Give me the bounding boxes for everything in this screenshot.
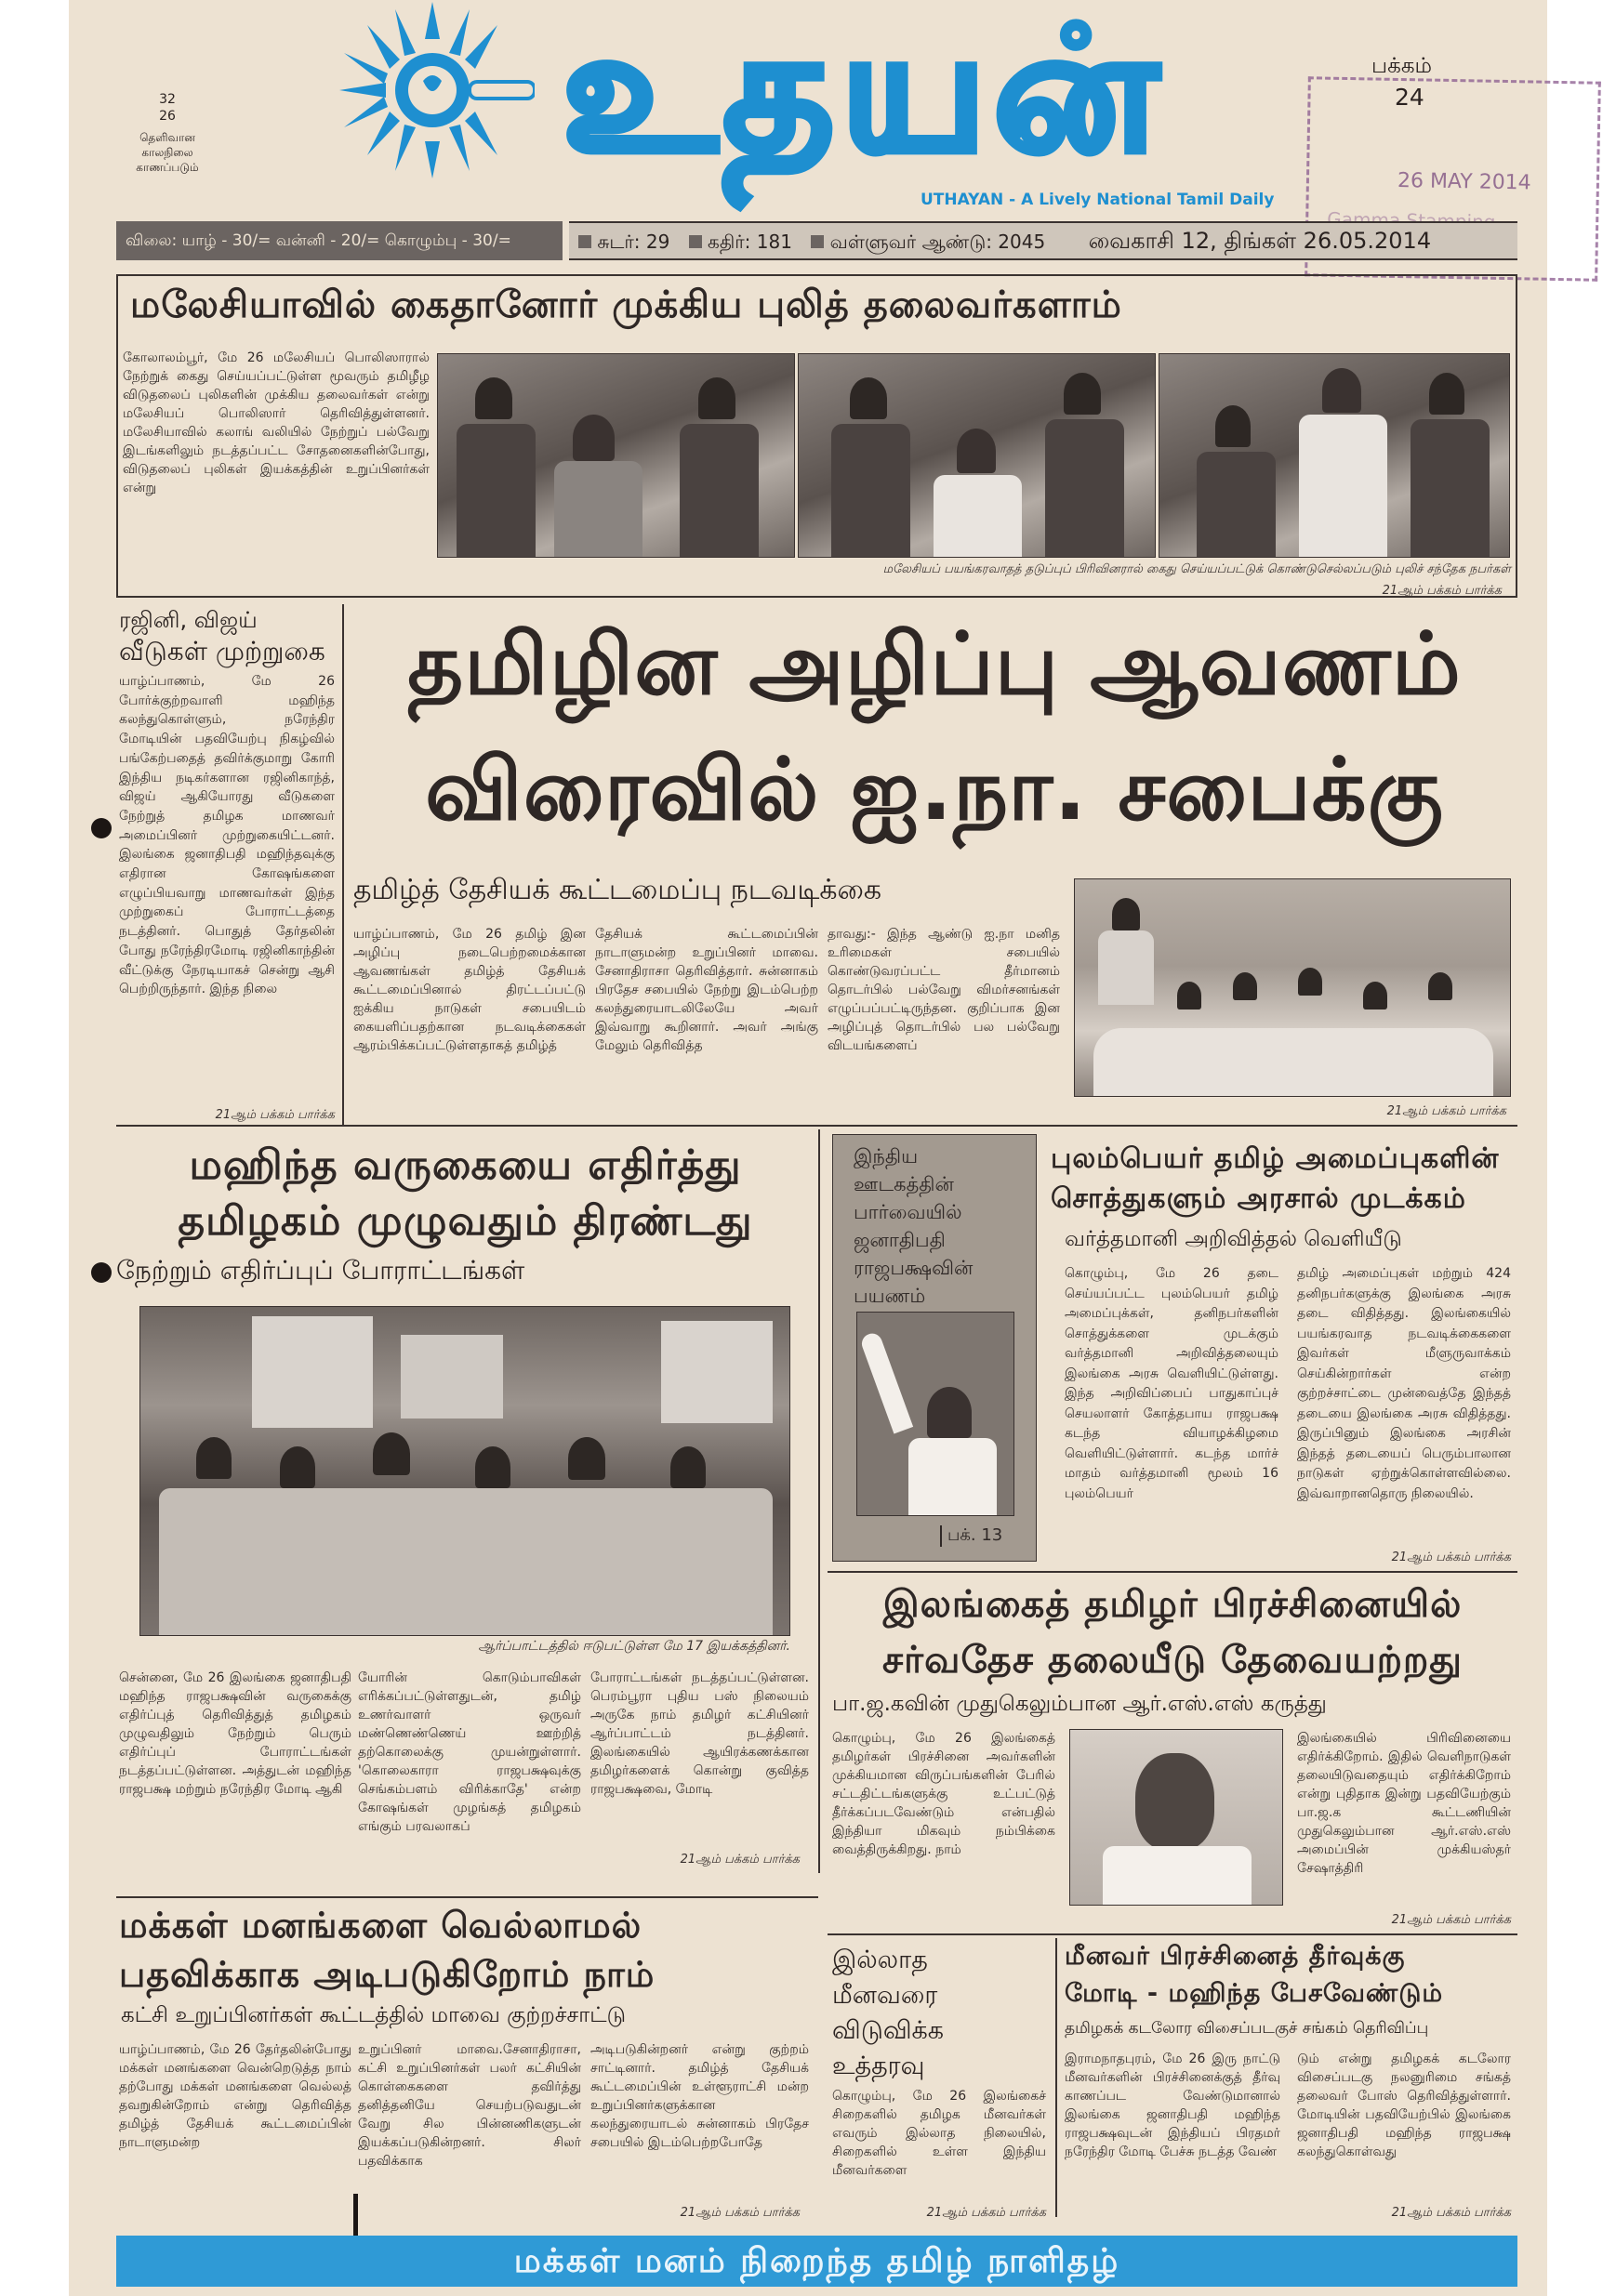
release-continued: 21ஆம் பக்கம் பார்க்க	[926, 2206, 1046, 2220]
masthead-logo: உதயன்	[563, 0, 1166, 189]
column-divider	[1055, 1938, 1057, 2217]
rajini-body: யாழ்ப்பாணம், மே 26 போர்க்குற்றவாளி மஹிந்த கலந்துகொள்ளும், நரேந்திர மோடியின் பதவியேற்பு நிகழ்வில் பங்கேற்பதைத் தவிர்க்குமாறு கோரி இந்திய நடிகர்களான ரஜினிகாந்த், விஜய் ஆகியோரது வீடுகளை நேற்றுத் தமிழக மாணவர் அமைப்பினர் முற்றுகையிட்டனர். இலங்கை ஜனாதிபதி மஹிந்தவுக்கு எதிரான கோஷங்களை எழுப்பியவாறு மாணவர்கள் இந்த முற்றுகைப் போராட்டத்தை நடத்தினர். பொதுத் தேர்தலின் போது நரேந்திரமோடி ரஜினிகாந்தின் வீட்டுக்கு நேரடியாகச் சென்று ஆசி பெற்றிருந்தார். இந்த நிலை	[119, 674, 335, 997]
column-divider	[342, 604, 344, 1125]
lead-headline-2: விரைவில் ஐ.நா. சபைக்கு	[425, 740, 1444, 839]
people-subhead: கட்சி உறுப்பினர்கள் கூட்டத்தில் மாவை குற்றச்சாட்டு	[121, 2003, 627, 2027]
weather-label	[121, 130, 214, 175]
india-media-text: இந்திய ஊடகத்தின் பார்வையில் ஜனாதிபதி ராஜபக்ஷவின் பயணம்	[854, 1145, 974, 1307]
meeting-photo	[1074, 878, 1511, 1097]
modi-subhead: நேற்றும் எதிர்ப்புப் போராட்டங்கள்	[116, 1255, 525, 1286]
weather-line-3: காணப்படும்	[136, 161, 199, 174]
diaspora-subhead: வர்த்தமானி அறிவித்தல் வெளியீடு	[1065, 1227, 1402, 1251]
release-headline-line-1: இல்லாத	[832, 1946, 928, 1974]
footer-banner	[116, 2236, 1517, 2287]
release-body: கொழும்பு, மே 26 இலங்கைச் சிறைகளில் தமிழக மீனவர்கள் எவரும் இல்லாத நிலையில், சிறைகளில் உள்ள இந்திய மீனவர்களை	[832, 2089, 1046, 2178]
india-page-ref: பக். 13	[940, 1525, 1002, 1547]
column-divider	[818, 1129, 820, 1873]
malaysia-continued: 21ஆம் பக்கம் பார்க்க	[1382, 584, 1502, 598]
lead-subhead: தமிழ்த் தேசியக் கூட்டமைப்பு நடவடிக்கை	[353, 874, 882, 906]
sun-logo-icon	[330, 2, 535, 178]
diaspora-headline-1: புலம்பெயர் தமிழ் அமைப்புகளின்	[1051, 1142, 1500, 1175]
bullet-icon	[689, 235, 702, 248]
issue-bar	[569, 221, 1517, 260]
modi-headline-2: தமிழகம் முழுவதும் திரண்டது	[178, 1197, 753, 1245]
people-col-1: யாழ்ப்பாணம், மே 26 தேர்தலின்போது மக்கள் மனங்களை வென்றெடுத்த நாம் தற்போது மக்கள் மனங்களை வெல்லத் தவறுகின்றோம் என்று தெரிவித்த தமிழ்த் தேசியக் கூட்டமைப்பின் நாடாளுமன்ற	[119, 2042, 351, 2150]
malaysia-body: கோலாலம்பூர், மே 26 மலேசியப் பொலிஸாரால் நேற்றுக் கைது செய்யப்பட்டுள்ள மூவரும் தமிழீழ விடுதலைப் புலிகளின் முக்கிய தலைவர்கள் என்று மலேசியப் பொலிஸார் தெரிவித்துள்ளனர். மலேசியாவில் கலாங் வலியில் நேற்றுப் பல்வேறு இடங்களிலும் நடத்தப்பட்ட சோதனைகளின்போது, விடுதலைப் புலிகள் இயக்கத்தின் உறுப்பினர்கள் என்று	[123, 350, 430, 495]
weather-line-2: காலநிலை	[141, 146, 193, 159]
people-headline-2: பதவிக்காக அடிபடுகிறோம் நாம்	[119, 1954, 656, 1995]
lead-col-1: யாழ்ப்பாணம், மே 26 தமிழ் இன அழிப்பு நடைபெற்றமைக்கான ஆவணங்கள் தமிழ்த் தேசியக் கூட்டமைப்பினால் திரட்டப்பட்டு ஐக்கிய நாடுகள் சபையிடம் கையளிப்பதற்கான நடவடிக்கைகள் ஆரம்பிக்கப்பட்டுள்ளதாகத் தமிழ்த்	[353, 927, 586, 1053]
release-headline-line-4: உத்தரவு	[832, 2052, 925, 2080]
fisher-col-2: டும் என்று தமிழகக் கடலோர விசைப்படகு நலனுரிமை சங்கத் தலைவர் போஸ் தெரிவித்துள்ளார். மோடியின் பதவியேற்பில் இலங்கை ஜனாதிபதி மஹிந்த ராஜபக்ஷ கலந்துகொள்வது	[1297, 2052, 1511, 2159]
people-col-3: அடிபடுகின்றனர் என்று குற்றம் சாட்டினார். தமிழ்த் தேசியக் கூட்டமைப்பின் உள்ளூராட்சி மன்ற உறுப்பினர்களுக்கான கலந்துரையாடல் சுன்னாகம் பிரதேச சபையில் இடம்பெற்றபோதே	[590, 2042, 809, 2150]
fisher-col-1: இராமநாதபுரம், மே 26 இரு நாட்டு மீனவர்களின் பிரச்சினைக்குத் தீர்வு காணப்பட வேண்டுமானால் இலங்கை ஜனாதிபதி மஹிந்த ராஜபக்ஷவுடன் இந்தியப் பிரதமர் நரேந்திர மோடி பேச்சு நடத்த வேண்	[1065, 2052, 1280, 2159]
people-headline-1: மக்கள் மனங்களை வெல்லாமல்	[119, 1905, 642, 1946]
modi-continued: 21ஆம் பக்கம் பார்க்க	[680, 1853, 800, 1867]
page-label: பக்கம்	[1371, 54, 1433, 78]
footer-slogan: மக்கள் மனம் நிறைந்த தமிழ் நாளிதழ்	[513, 2242, 1120, 2280]
protest-photo	[139, 1306, 790, 1636]
people-continued: 21ஆம் பக்கம் பார்க்க	[680, 2206, 800, 2220]
price-bar	[116, 221, 563, 260]
fisher-headline-1: மீனவர் பிரச்சினைத் தீர்வுக்கு	[1065, 1942, 1406, 1971]
bjp-col-2: இலங்கையில் பிரிவினையை எதிர்க்கிறோம். இதில் வெளிநாடுகள் தலையிடுவதையும் எதிர்க்கிறோம் என்று புதிதாக இன்று பதவியேற்கும் பா.ஜ.க கூட்டணியின் முதுகெலும்பான ஆர்.எஸ்.எஸ் அமைப்பின் முக்கியஸ்தர் சேஷாத்திரி	[1297, 1731, 1511, 1876]
diaspora-col-1: கொழும்பு, மே 26 தடை செய்யப்பட்ட புலம்பெயர் தமிழ் அமைப்புக்கள், தனிநபர்களின் சொத்துக்களை முடக்கும் வர்த்தமானி அறிவித்தலையும் இலங்கை அரசு வெளியிட்டுள்ளது. இந்த அறிவிப்பைப் பாதுகாப்புச் செயலாளர் கோத்தபாய ராஜபக்ஷ கடந்த வியாழக்கிழமை வெளியிட்டுள்ளார். கடந்த மார்ச் மாதம் வர்த்தமானி மூலம் 16 புலம்பெயர்	[1065, 1266, 1278, 1501]
protest-caption: ஆர்ப்பாட்டத்தில் ஈடுபட்டுள்ள மே 17 இயக்கத்தினர்.	[478, 1639, 790, 1654]
rss-official-photo	[1069, 1729, 1283, 1906]
modi-col-3: போராட்டங்கள் நடத்தப்பட்டுள்ளன. பெரம்பூரா புதிய பஸ் நிலையம் அருகே நாம் தமிழர் கட்சியினர் ஆர்ப்பாட்டம் நடத்தினர். இலங்கையில் ஆயிரக்கணக்கான தமிழர்களைக் கொன்று குவித்த ராஜபக்ஷவை, மோடி	[590, 1670, 809, 1797]
release-headline	[832, 1943, 1046, 2084]
rajini-headline-line-1: ரஜினி, விஜய்	[119, 607, 258, 633]
malaysia-photo-2	[798, 353, 1156, 558]
masthead-tagline: UTHAYAN - A Lively National Tamil Daily	[921, 191, 1275, 209]
issue-date: வைகாசி 12, திங்கள் 26.05.2014	[1088, 228, 1432, 254]
rajini-headline	[119, 604, 342, 667]
lead-col-2: தேசியக் கூட்டமைப்பின் நாடாளுமன்ற உறுப்பினர் மாவை. சேனாதிராசா தெரிவித்தார். சுன்னாகம் பிரதேச சபையில் நேற்று இடம்பெற்ற கலந்துரையாடலிலேயே அவர் இவ்வாறு கூறினார். அவர் அங்கு மேலும் தெரிவித்த	[595, 927, 818, 1053]
india-media-box	[832, 1134, 1037, 1562]
fisher-headline-2: மோடி - மஹிந்த பேசவேண்டும்	[1065, 1979, 1444, 2008]
stamp-date: 26 MAY 2014	[1397, 168, 1531, 195]
weather-numbers	[139, 91, 195, 125]
bullet-icon	[811, 235, 824, 248]
weather-line-1: தெளிவான	[139, 131, 195, 144]
price-text: விலை: யாழ் - 30/= வன்னி - 20/= கொழும்பு - 30/=	[126, 231, 511, 250]
diaspora-col-2: தமிழ் அமைப்புகள் மற்றும் 424 தனிநபர்களுக்கு இலங்கை அரசு தடை விதித்தது. இலங்கையில் பயங்கரவாத நடவடிக்கைகளை இவர்கள் மீளுருவாக்கம் செய்கின்றார்கள் என்ற குற்றச்சாட்டை முன்வைத்தே இந்தத் தடையை இலங்கை அரசு விதித்தது. இருப்பினும் இலங்கை அரசின் இந்தத் தடையைப் பெரும்பாலான நாடுகள் ஏற்றுக்கொள்ளவில்லை. இவ்வாறானதொரு நிலையில்.	[1297, 1266, 1511, 1501]
bjp-headline-2: சர்வதேச தலையீடு தேவையற்றது	[882, 1639, 1463, 1682]
rajini-headline-line-2: வீடுகள் முற்றுகை	[119, 636, 325, 666]
horizontal-rule	[828, 1933, 1517, 1935]
bjp-col-1: கொழும்பு, மே 26 இலங்கைத் தமிழர்கள் பிரச்சினை அவர்களின் முக்கியமான விருப்பங்களின் பேரில் சட்டதிட்டங்களுக்கு உட்பட்டுத் தீர்க்கப்படவேண்டும் என்பதில் இந்தியா மிகவும் நம்பிக்கை வைத்திருக்கிறது. நாம்	[832, 1731, 1055, 1857]
lead-continued: 21ஆம் பக்கம் பார்க்க	[1386, 1104, 1506, 1118]
release-headline-line-3: விடுவிக்க	[832, 2016, 945, 2045]
page-number: 24	[1395, 84, 1424, 111]
people-col-2: உறுப்பினர் மாவை.சேனாதிராசா, கட்சி உறுப்பினர்கள் பலர் கட்சியின் கொள்கைகளை தவிர்த்து தனித்தனியே செயற்படுவதுடன் வேறு சில பின்னணிகளுடன் இயக்கப்படுகின்றனர். சிலர் பதவிக்காக	[358, 2042, 581, 2169]
kathir-number: கதிர்: 181	[708, 231, 792, 253]
modi-col-2: யோரின் கொடும்பாவிகள் எரிக்கப்பட்டுள்ளதுடன், தமிழ் உணர்வாளர் ஒருவர் மண்ணெண்ணெய் ஊற்றித் தற்கொலைக்கு முயன்றுள்ளார். 'கொலைகாரா ராஜபக்ஷவுக்கு செங்கம்பளம் விரிக்காதே' என்ற கோஷங்கள் முழங்கத் தமிழகம் எங்கும் பரவலாகப்	[358, 1670, 581, 1834]
diaspora-headline-2: சொத்துகளும் அரசால் முடக்கம்	[1051, 1182, 1466, 1215]
bjp-headline-1: இலங்கைத் தமிழர் பிரச்சினையில்	[882, 1583, 1463, 1626]
bullet-icon	[578, 235, 591, 248]
weather-low: 26	[159, 109, 176, 124]
horizontal-rule	[116, 1125, 1517, 1127]
weather-high: 32	[159, 92, 176, 107]
horizontal-rule	[116, 1896, 818, 1898]
malaysia-headline: மலேசியாவில் கைதானோர் முக்கிய புலித் தலைவர்களாம்	[130, 284, 1122, 326]
rajini-continued: 21ஆம் பக்கம் பார்க்க	[215, 1108, 335, 1122]
fisher-subhead: தமிழகக் கடலோர விசைப்படகுச் சங்கம் தெரிவிப்பு	[1065, 2019, 1429, 2038]
lead-col-3: தாவது:- இந்த ஆண்டு ஐ.நா மனித உரிமைகள் சபையில் கொண்டுவரப்பட்ட தீர்மானம் தொடர்பில் பல்வேறு விமர்சனங்கள் எழுப்பப்பட்டிருந்தன. குறிப்பாக இன அழிப்புத் தொடர்பில் பல பல்வேறு விடயங்களைப்	[828, 927, 1060, 1053]
malaysia-photo-3	[1159, 353, 1510, 558]
modi-headline-1: மஹிந்த வருகையை எதிர்த்து	[189, 1141, 742, 1189]
valluvar-year: வள்ளுவர் ஆண்டு: 2045	[829, 231, 1046, 253]
diaspora-continued: 21ஆம் பக்கம் பார்க்க	[1391, 1550, 1511, 1564]
fisher-continued: 21ஆம் பக்கம் பார்க்க	[1391, 2206, 1511, 2220]
modi-col-1: சென்னை, மே 26 இலங்கை ஜனாதிபதி மஹிந்த ராஜபக்ஷவின் வருகைக்கு எதிர்ப்புத் தெரிவித்துத் தமிழகம் முழுவதிலும் நேற்றும் பெரும் எதிர்ப்புப் போராட்டங்கள் நடத்தப்பட்டுள்ளன. அத்துடன் மஹிந்த ராஜபக்ஷ மற்றும் நரேந்திர மோடி ஆகி	[119, 1670, 351, 1797]
lead-headline-1: தமிழின அழிப்பு ஆவணம்	[407, 614, 1462, 714]
release-headline-line-2: மீனவரை	[832, 1981, 938, 2010]
sudar-number: சுடர்: 29	[597, 231, 670, 253]
horizontal-rule	[828, 1571, 1517, 1573]
malaysia-caption: மலேசியப் பயங்கரவாதத் தடுப்புப் பிரிவினரால் கைது செய்யப்பட்டுக் கொண்டுசெல்லப்படும் புலிச் சந்தேக நபர்கள்	[882, 562, 1511, 576]
malaysia-photo-1	[437, 353, 795, 558]
bjp-subhead: பா.ஜ.கவின் முதுகெலும்பான ஆர்.எஸ்.எஸ் கருத்து	[832, 1692, 1327, 1716]
bjp-continued: 21ஆம் பக்கம் பார்க்க	[1391, 1913, 1511, 1927]
president-photo	[856, 1312, 1014, 1516]
punch-hole-icon	[91, 1262, 112, 1283]
punch-hole-icon	[91, 818, 112, 838]
